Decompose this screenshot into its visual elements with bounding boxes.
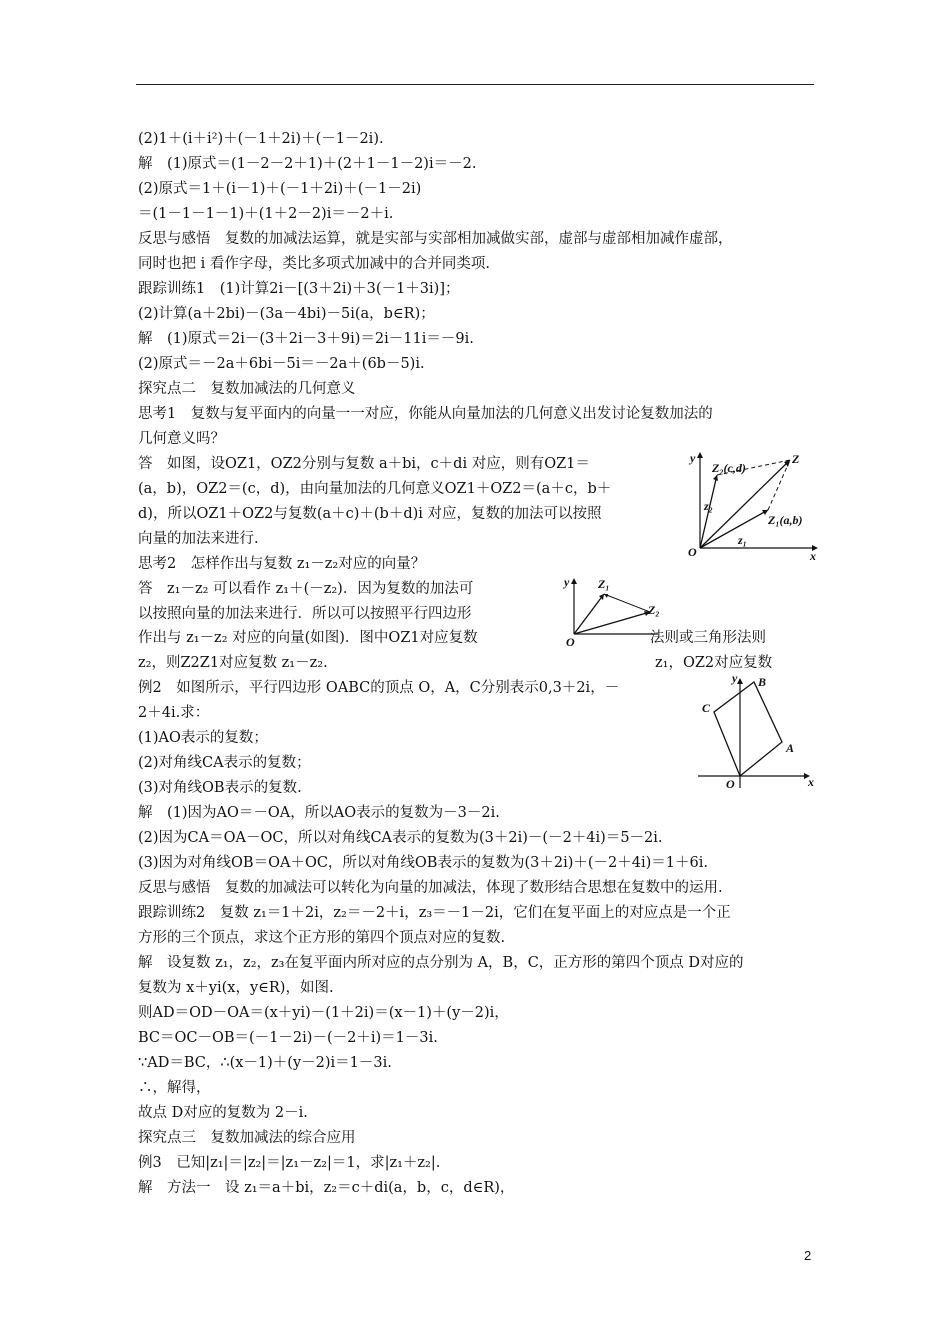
text-line: 思考1 复数与复平面内的向量一一对应，你能从向量加法的几何意义出发讨论复数加法的 bbox=[138, 406, 713, 422]
fig3-x-label: x bbox=[808, 775, 814, 789]
fig1-y-label: y bbox=[690, 451, 696, 465]
header-rule bbox=[136, 84, 814, 85]
text-line: 向量的加法来进行. bbox=[138, 531, 259, 547]
text-line: 以按照向量的加法来进行．所以可以按照平行四边形 bbox=[138, 606, 472, 622]
page-number: 2 bbox=[804, 1248, 812, 1263]
fig1-z2-label: Z₂(c,d) bbox=[712, 461, 746, 475]
text-line: 思考2 怎样作出与复数 z₁－z₂对应的向量？ bbox=[138, 556, 426, 572]
text-line: 探究点二 复数加减法的几何意义 bbox=[138, 381, 356, 397]
text-line: 跟踪训练1 (1)计算2i－[(3＋2i)＋3(－1＋3i)]； bbox=[138, 281, 460, 297]
text-line: (1)AO表示的复数； bbox=[138, 730, 268, 746]
text-line: 故点 D对应的复数为 2－i. bbox=[138, 1105, 308, 1121]
text-line: 答 z₁－z₂ 可以看作 z₁＋(－z₂)．因为复数的加法可 bbox=[138, 581, 474, 597]
fig2-origin-label: O bbox=[566, 635, 575, 649]
text-line: 反思与感悟 复数的加减法可以转化为向量的加减法，体现了数形结合思想在复数中的运用. bbox=[138, 880, 723, 896]
figure-vector-subtraction bbox=[562, 576, 662, 652]
text-line: (a，b)，OZ2＝(c，d)，由向量加法的几何意义OZ1＋OZ2＝(a＋c，b＋ bbox=[138, 481, 612, 497]
text-line: 同时也把 i 看作字母，类比多项式加减中的合并同类项. bbox=[138, 256, 490, 272]
text-line: (2)计算(a＋2bi)－(3a－4bi)－5i(a，b∈R)； bbox=[138, 306, 435, 322]
fig2-z1-label: Z₁ bbox=[598, 577, 610, 591]
text-line: BC＝OC－OB＝(－1－2i)－(－2＋i)＝1－3i. bbox=[138, 1030, 438, 1046]
fig1-origin-label: O bbox=[688, 545, 697, 559]
figure-parallelogram-oabc bbox=[696, 672, 816, 792]
text-line: 解 设复数 z₁，z₂，z₃在复平面内所对应的点分别为 A，B，C，正方形的第四个顶点 D对应的 bbox=[138, 955, 744, 971]
text-line: (2)原式＝1＋(i－1)＋(－1＋2i)＋(－1－2i) bbox=[138, 181, 422, 197]
text-line: 几何意义吗？ bbox=[138, 431, 225, 447]
fig3-y-label: y bbox=[732, 672, 738, 685]
text-line: 2＋4i.求： bbox=[138, 705, 210, 721]
text-line: 方形的三个顶点，求这个正方形的第四个顶点对应的复数. bbox=[138, 930, 506, 946]
text-line: 探究点三 复数加减法的综合应用 bbox=[138, 1130, 356, 1146]
text-line: 跟踪训练2 复数 z₁＝1＋2i，z₂＝－2＋i，z₃＝－1－2i，它们在复平面上的对应点是一个正 bbox=[138, 905, 731, 921]
fig2-y-label: y bbox=[564, 576, 570, 589]
fig1-z1s-label: z₁ bbox=[738, 533, 747, 547]
fig1-z-label: Z bbox=[792, 452, 800, 466]
text-line: ∴，解得， bbox=[138, 1080, 211, 1096]
fig3-a-label: A bbox=[786, 741, 795, 755]
text-line: d)，所以OZ1＋OZ2与复数(a＋c)＋(b＋d)i 对应，复数的加法可以按照 bbox=[138, 506, 602, 522]
text-line: ＝(1－1－1－1)＋(1＋2－2)i＝－2＋i. bbox=[138, 206, 394, 222]
text-line: 反思与感悟 复数的加减法运算，就是实部与实部相加减做实部，虚部与虚部相加减作虚部， bbox=[138, 231, 733, 247]
text-line: 解 (1)原式＝(1－2－2＋1)＋(2＋1－1－2)i＝－2. bbox=[138, 156, 477, 172]
fig1-z1-label: Z₁(a,b) bbox=[768, 513, 803, 527]
fig3-c-label: C bbox=[702, 701, 711, 715]
side-text-2: z₁，OZ2对应复数 bbox=[655, 655, 773, 671]
text-line: (2)原式＝－2a＋6bi－5i＝－2a＋(6b－5)i. bbox=[138, 356, 425, 372]
text-line: (2)因为CA＝OA－OC，所以对角线CA表示的复数为(3＋2i)－(－2＋4i)＝5－2i. bbox=[138, 830, 663, 846]
text-line: (2)对角线CA表示的复数； bbox=[138, 755, 311, 771]
text-line: 作出与 z₁－z₂ 对应的向量(如图)．图中OZ1对应复数 bbox=[138, 630, 478, 646]
fig2-z2-label: Z₂ bbox=[648, 603, 660, 617]
text-line: (3)对角线OB表示的复数. bbox=[138, 780, 302, 796]
text-line: (3)因为对角线OB＝OA＋OC，所以对角线OB表示的复数为(3＋2i)＋(－2＋4i)＝1＋6i. bbox=[138, 855, 708, 871]
text-line: 答 如图，设OZ1，OZ2分别与复数 a＋bi，c＋di 对应，则有OZ1＝ bbox=[138, 456, 590, 472]
text-line: 例2 如图所示，平行四边形 OABC的顶点 O，A，C分别表示0,3＋2i，－ bbox=[138, 680, 620, 696]
text-line: 复数为 x＋yi(x，y∈R)，如图. bbox=[138, 980, 334, 996]
text-line: ∵AD＝BC，∴(x－1)＋(y－2)i＝1－3i. bbox=[138, 1055, 392, 1071]
text-line: 例3 已知|z₁|＝|z₂|＝|z₁－z₂|＝1，求|z₁＋z₂|. bbox=[138, 1155, 441, 1171]
fig1-x-label: x bbox=[810, 549, 816, 563]
text-line: 则AD＝OD－OA＝(x＋yi)－(1＋2i)＝(x－1)＋(y－2)i， bbox=[138, 1005, 509, 1021]
figure-vector-addition bbox=[680, 448, 820, 563]
fig3-origin-label: O bbox=[726, 777, 735, 791]
fig3-b-label: B bbox=[758, 675, 767, 689]
text-line: z₂，则Z2Z1对应复数 z₁－z₂. bbox=[138, 655, 328, 671]
fig1-z2s-label: z₂ bbox=[704, 499, 713, 513]
text-line: (2)1＋(i＋i²)＋(－1＋2i)＋(－1－2i). bbox=[138, 131, 384, 147]
text-line: 解 (1)因为AO＝－OA，所以AO表示的复数为－3－2i. bbox=[138, 805, 500, 821]
text-line: 解 (1)原式＝2i－(3＋2i－3＋9i)＝2i－11i＝－9i. bbox=[138, 331, 474, 347]
side-text: 法则或三角形法则 bbox=[650, 630, 766, 646]
text-line: 解 方法一 设 z₁＝a＋bi，z₂＝c＋di(a，b，c，d∈R)， bbox=[138, 1180, 515, 1196]
